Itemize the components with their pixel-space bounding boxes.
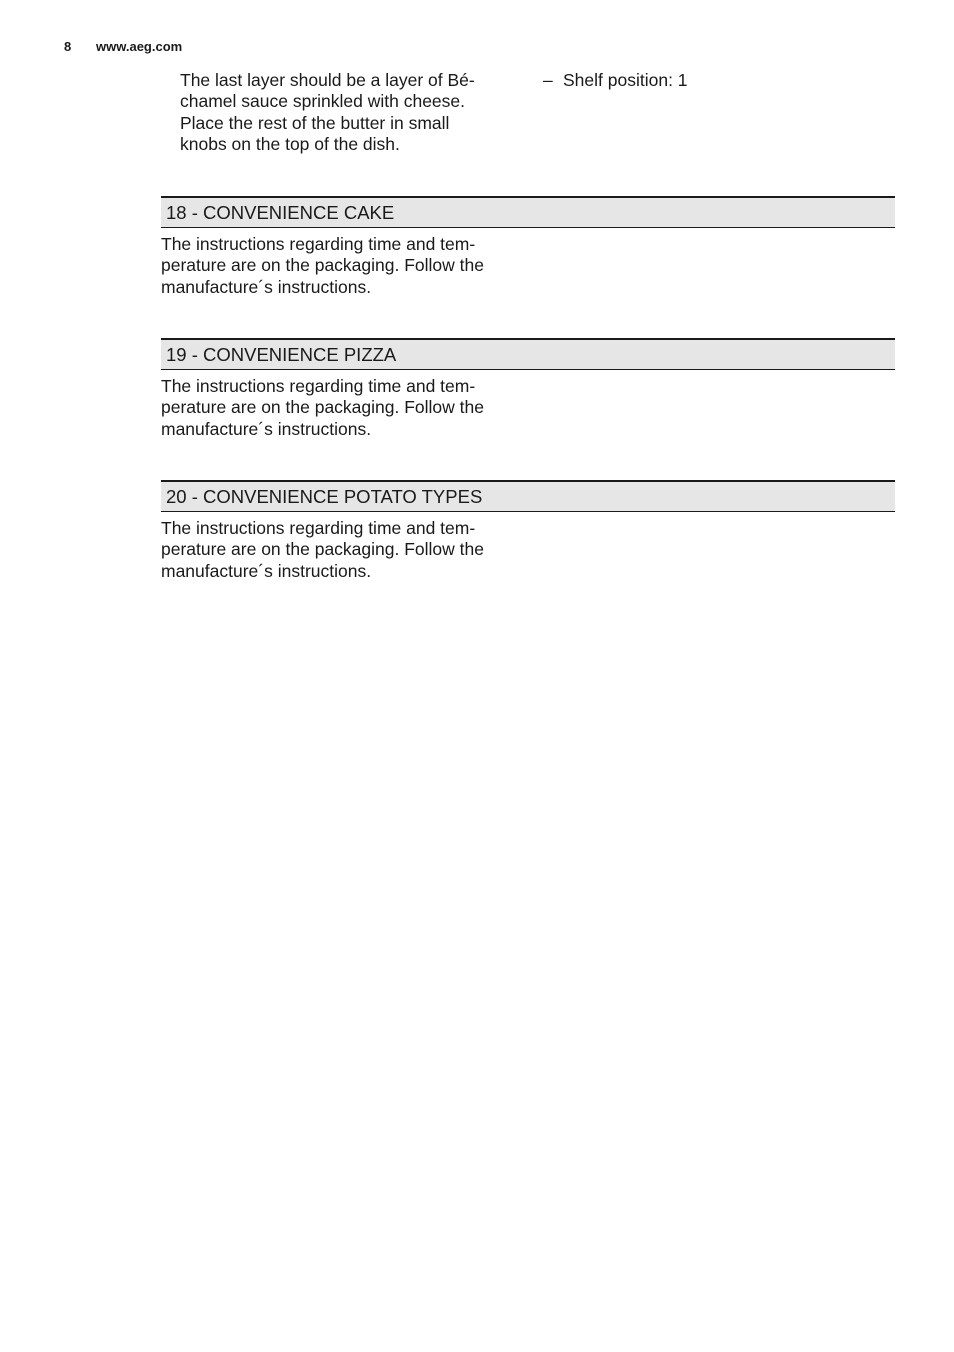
section-title: 19 - CONVENIENCE PIZZA — [166, 344, 397, 365]
section-title: 18 - CONVENIENCE CAKE — [166, 202, 395, 223]
section-body-convenience-cake: The instructions regarding time and tem- perature are on the packaging. Follow the manufacture´s instructions. — [161, 234, 484, 297]
section-body-convenience-potato-types: The instructions regarding time and tem- perature are on the packaging. Follow the manufacture´s instructions. — [161, 518, 484, 581]
shelf-position-item — [543, 70, 883, 91]
page-number: 8 — [64, 39, 72, 54]
shelf-position-text: Shelf position: 1 — [563, 70, 688, 90]
section-title: 20 - CONVENIENCE POTATO TYPES — [166, 486, 483, 507]
section-body-convenience-pizza: The instructions regarding time and tem- perature are on the packaging. Follow the manufacture´s instructions. — [161, 376, 484, 439]
section-header-convenience-cake — [161, 196, 895, 228]
list-dash: – — [543, 70, 553, 90]
website-url: www.aeg.com — [96, 39, 183, 54]
intro-paragraph: The last layer should be a layer of Bé- chamel sauce sprinkled with cheese. Place the rest of the butter in small knobs on the top of the dish. — [180, 70, 475, 154]
section-header-convenience-potato-types — [161, 480, 895, 512]
section-header-convenience-pizza — [161, 338, 895, 370]
